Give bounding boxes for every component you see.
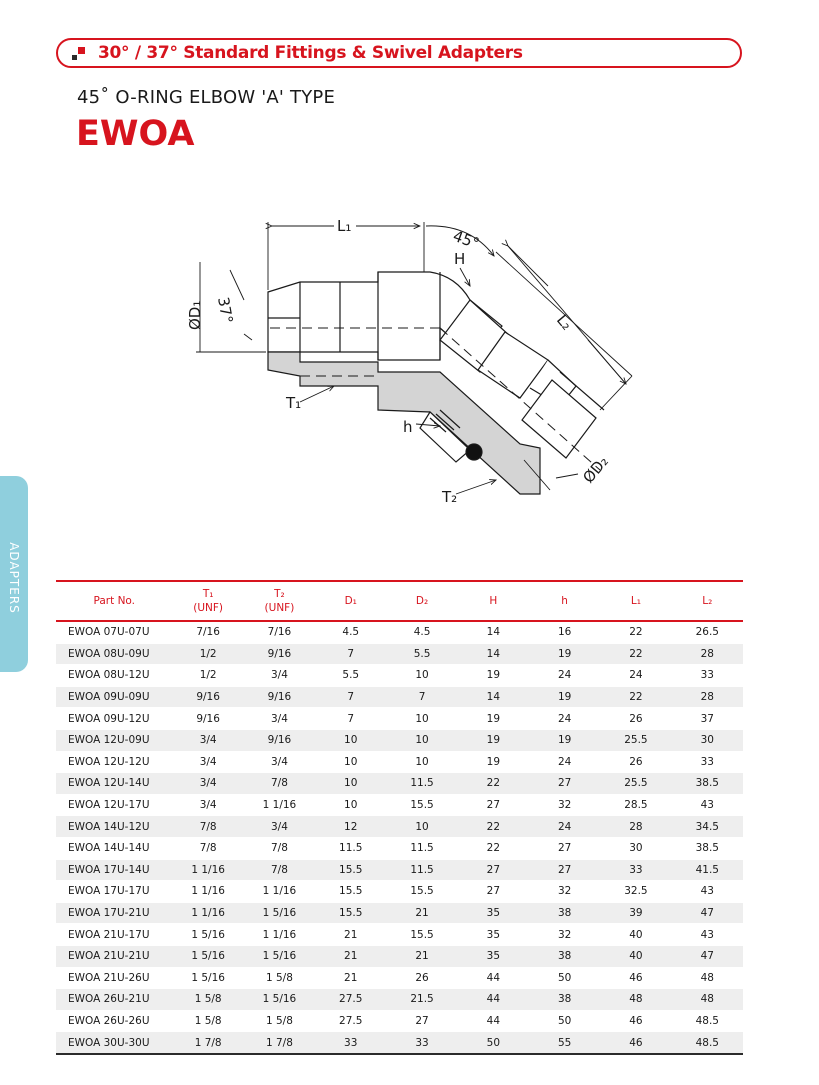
part-number-cell: EWOA 14U-14U: [56, 837, 173, 859]
table-cell: 27: [458, 794, 529, 816]
table-cell: 47: [672, 902, 743, 924]
column-header-unit: (UNF): [193, 602, 224, 614]
table-cell: 1 7/8: [244, 1032, 315, 1054]
table-cell: 19: [529, 686, 600, 708]
table-cell: 1 5/8: [173, 1010, 244, 1032]
table-cell: 40: [600, 924, 671, 946]
table-cell: 33: [600, 859, 671, 881]
part-number-cell: EWOA 30U-30U: [56, 1032, 173, 1054]
table-cell: 10: [386, 751, 457, 773]
table-cell: 24: [529, 751, 600, 773]
table-cell: 22: [458, 837, 529, 859]
table-cell: 7: [315, 643, 386, 665]
table-cell: 38.5: [672, 773, 743, 795]
column-header-label: L₁: [630, 595, 641, 607]
table-cell: 38: [529, 945, 600, 967]
table-cell: 9/16: [244, 643, 315, 665]
table-row: [56, 837, 743, 859]
table-cell: 1 5/8: [244, 967, 315, 989]
label-D1: ØD₁: [186, 300, 204, 330]
table-row: [56, 945, 743, 967]
table-cell: 3/4: [173, 794, 244, 816]
table-cell: 12: [315, 816, 386, 838]
part-number-cell: EWOA 21U-21U: [56, 945, 173, 967]
table-cell: 15.5: [315, 902, 386, 924]
table-cell: 48.5: [672, 1010, 743, 1032]
table-row: [56, 881, 743, 903]
table-cell: 27.5: [315, 989, 386, 1011]
table-cell: 3/4: [244, 708, 315, 730]
table-row: [56, 708, 743, 730]
table-cell: 3/4: [173, 751, 244, 773]
table-cell: 33: [386, 1032, 457, 1054]
table-row: [56, 902, 743, 924]
table-cell: 50: [458, 1032, 529, 1054]
table-row: [56, 989, 743, 1011]
fitting-technical-drawing: [180, 200, 650, 520]
table-cell: 28: [672, 643, 743, 665]
label-T2: T₂: [442, 488, 458, 506]
table-cell: 7/8: [244, 859, 315, 881]
table-cell: 1 5/8: [173, 989, 244, 1011]
table-cell: 26: [600, 751, 671, 773]
table-cell: 35: [458, 924, 529, 946]
table-cell: 10: [315, 729, 386, 751]
table-cell: 10: [315, 751, 386, 773]
table-cell: 27.5: [315, 1010, 386, 1032]
table-row: [56, 751, 743, 773]
table-cell: 27: [458, 881, 529, 903]
table-cell: 19: [529, 729, 600, 751]
column-header: [458, 581, 529, 621]
table-row: [56, 1032, 743, 1054]
table-cell: 7: [386, 686, 457, 708]
column-header: [672, 581, 743, 621]
table-cell: 35: [458, 902, 529, 924]
table-cell: 1 1/16: [173, 881, 244, 903]
brand-logo-icon: [72, 47, 86, 61]
table-cell: 11.5: [386, 859, 457, 881]
table-cell: 22: [458, 773, 529, 795]
table-cell: 14: [458, 621, 529, 643]
table-cell: 27: [529, 859, 600, 881]
table-cell: 10: [386, 708, 457, 730]
table-cell: 15.5: [386, 794, 457, 816]
part-number-cell: EWOA 08U-12U: [56, 665, 173, 687]
label-H: H: [454, 250, 466, 268]
table-cell: 16: [529, 621, 600, 643]
label-angle37: 37°: [214, 295, 237, 325]
table-cell: 27: [386, 1010, 457, 1032]
column-header-label: H: [489, 595, 498, 607]
table-row: [56, 686, 743, 708]
table-cell: 32: [529, 881, 600, 903]
table-cell: 5.5: [386, 643, 457, 665]
part-number-cell: EWOA 12U-09U: [56, 729, 173, 751]
table-cell: 21: [315, 967, 386, 989]
table-cell: 19: [458, 729, 529, 751]
table-cell: 24: [529, 708, 600, 730]
table-cell: 25.5: [600, 773, 671, 795]
table-cell: 30: [672, 729, 743, 751]
label-h: h: [403, 418, 413, 436]
table-cell: 1 5/16: [244, 945, 315, 967]
part-number-cell: EWOA 17U-14U: [56, 859, 173, 881]
table-cell: 21: [315, 945, 386, 967]
part-number-cell: EWOA 09U-09U: [56, 686, 173, 708]
table-cell: 5.5: [315, 665, 386, 687]
column-header-label: T₂: [274, 588, 285, 600]
table-row: [56, 621, 743, 643]
table-cell: 7/16: [173, 621, 244, 643]
table-cell: 19: [458, 708, 529, 730]
table-cell: 15.5: [315, 881, 386, 903]
table-cell: 15.5: [386, 924, 457, 946]
specification-table: [56, 580, 743, 1055]
table-cell: 50: [529, 967, 600, 989]
table-cell: 4.5: [386, 621, 457, 643]
table-row: [56, 967, 743, 989]
part-number-cell: EWOA 12U-12U: [56, 751, 173, 773]
column-header: [173, 581, 244, 621]
table-cell: 43: [672, 924, 743, 946]
table-cell: 9/16: [244, 686, 315, 708]
part-number-cell: EWOA 08U-09U: [56, 643, 173, 665]
table-cell: 32.5: [600, 881, 671, 903]
table-cell: 47: [672, 945, 743, 967]
table-cell: 27: [529, 773, 600, 795]
part-number-cell: EWOA 14U-12U: [56, 816, 173, 838]
table-cell: 11.5: [386, 837, 457, 859]
side-tab-label: ADAPTERS: [7, 542, 21, 614]
part-number-cell: EWOA 17U-17U: [56, 881, 173, 903]
table-cell: 28: [600, 816, 671, 838]
table-cell: 1 1/16: [173, 902, 244, 924]
part-number-cell: EWOA 17U-21U: [56, 902, 173, 924]
table-cell: 1 1/16: [244, 881, 315, 903]
table-cell: 1 5/16: [173, 924, 244, 946]
table-row: [56, 729, 743, 751]
table-cell: 14: [458, 686, 529, 708]
product-subtitle: 45˚ O-RING ELBOW 'A' TYPE: [77, 87, 336, 108]
column-header-label: T₁: [202, 588, 214, 600]
table-row: [56, 773, 743, 795]
table-cell: 22: [600, 686, 671, 708]
column-header-label: L₂: [702, 595, 713, 607]
column-header-label: Part No.: [93, 595, 135, 607]
label-L1: L₁: [337, 217, 352, 235]
table-cell: 48: [672, 967, 743, 989]
table-row: [56, 1010, 743, 1032]
table-cell: 11.5: [386, 773, 457, 795]
table-cell: 15.5: [386, 881, 457, 903]
table-cell: 44: [458, 989, 529, 1011]
table-cell: 28: [672, 686, 743, 708]
part-number-cell: EWOA 26U-26U: [56, 1010, 173, 1032]
table-row: [56, 794, 743, 816]
table-cell: 9/16: [173, 686, 244, 708]
table-cell: 7: [315, 686, 386, 708]
section-header: [56, 38, 742, 68]
table-row: [56, 924, 743, 946]
table-cell: 33: [315, 1032, 386, 1054]
table-cell: 38.5: [672, 837, 743, 859]
table-cell: 19: [458, 665, 529, 687]
table-row: [56, 816, 743, 838]
column-header: [386, 581, 457, 621]
column-header-label: D₂: [415, 595, 429, 607]
table-cell: 46: [600, 1032, 671, 1054]
table-cell: 43: [672, 881, 743, 903]
column-header-unit: (UNF): [264, 602, 295, 614]
table-cell: 40: [600, 945, 671, 967]
table-cell: 22: [600, 621, 671, 643]
table-cell: 22: [600, 643, 671, 665]
table-cell: 26.5: [672, 621, 743, 643]
column-header: [244, 581, 315, 621]
table-cell: 46: [600, 967, 671, 989]
part-number-cell: EWOA 09U-12U: [56, 708, 173, 730]
column-header: [529, 581, 600, 621]
label-T1: T₁: [286, 394, 302, 412]
part-number-cell: EWOA 12U-14U: [56, 773, 173, 795]
table-cell: 3/4: [244, 665, 315, 687]
table-cell: 43: [672, 794, 743, 816]
table-cell: 7: [315, 708, 386, 730]
table-cell: 21: [386, 902, 457, 924]
table-cell: 19: [529, 643, 600, 665]
part-number-cell: EWOA 21U-17U: [56, 924, 173, 946]
table-cell: 25.5: [600, 729, 671, 751]
table-cell: 30: [600, 837, 671, 859]
section-title: 30° / 37° Standard Fittings & Swivel Adapters: [98, 43, 523, 63]
table-cell: 19: [458, 751, 529, 773]
label-L2: L₂: [552, 311, 576, 334]
label-D2: ØD₂: [579, 452, 612, 487]
table-cell: 48: [672, 989, 743, 1011]
table-cell: 1 5/16: [244, 902, 315, 924]
table-row: [56, 665, 743, 687]
table-cell: 1/2: [173, 665, 244, 687]
table-cell: 39: [600, 902, 671, 924]
table-cell: 1/2: [173, 643, 244, 665]
table-cell: 7/8: [173, 816, 244, 838]
table-cell: 9/16: [244, 729, 315, 751]
table-cell: 1 7/8: [173, 1032, 244, 1054]
table-cell: 33: [672, 751, 743, 773]
table-cell: 50: [529, 1010, 600, 1032]
table-cell: 21: [315, 924, 386, 946]
label-angle45: 45°: [450, 226, 482, 253]
table-cell: 44: [458, 1010, 529, 1032]
table-cell: 11.5: [315, 837, 386, 859]
table-cell: 1 1/16: [244, 924, 315, 946]
part-number-cell: EWOA 07U-07U: [56, 621, 173, 643]
table-cell: 55: [529, 1032, 600, 1054]
table-cell: 1 1/16: [173, 859, 244, 881]
table-cell: 3/4: [173, 773, 244, 795]
table-cell: 24: [529, 816, 600, 838]
table-cell: 10: [386, 816, 457, 838]
table-header-row: [56, 581, 743, 621]
table-cell: 7/8: [244, 773, 315, 795]
table-cell: 24: [600, 665, 671, 687]
table-cell: 7/8: [244, 837, 315, 859]
table-cell: 48: [600, 989, 671, 1011]
table-cell: 10: [386, 729, 457, 751]
table-cell: 35: [458, 945, 529, 967]
product-model: EWOA: [76, 114, 195, 154]
table-cell: 21: [386, 945, 457, 967]
table-row: [56, 859, 743, 881]
table-cell: 28.5: [600, 794, 671, 816]
table-cell: 4.5: [315, 621, 386, 643]
column-header-part-no: [56, 581, 173, 621]
table-cell: 38: [529, 902, 600, 924]
table-cell: 34.5: [672, 816, 743, 838]
column-header: [315, 581, 386, 621]
table-cell: 9/16: [173, 708, 244, 730]
table-cell: 27: [458, 859, 529, 881]
table-cell: 26: [600, 708, 671, 730]
table-cell: 10: [315, 773, 386, 795]
table-cell: 26: [386, 967, 457, 989]
table-row: [56, 643, 743, 665]
column-header-label: D₁: [344, 595, 357, 607]
part-number-cell: EWOA 12U-17U: [56, 794, 173, 816]
table-cell: 21.5: [386, 989, 457, 1011]
table-cell: 1 1/16: [244, 794, 315, 816]
part-number-cell: EWOA 26U-21U: [56, 989, 173, 1011]
table-cell: 15.5: [315, 859, 386, 881]
part-number-cell: EWOA 21U-26U: [56, 967, 173, 989]
table-cell: 1 5/16: [244, 989, 315, 1011]
table-cell: 27: [529, 837, 600, 859]
table-cell: 24: [529, 665, 600, 687]
table-cell: 38: [529, 989, 600, 1011]
table-cell: 41.5: [672, 859, 743, 881]
table-cell: 3/4: [244, 816, 315, 838]
table-cell: 7/8: [173, 837, 244, 859]
table-cell: 7/16: [244, 621, 315, 643]
table-cell: 46: [600, 1010, 671, 1032]
table-cell: 1 5/16: [173, 967, 244, 989]
table-cell: 10: [386, 665, 457, 687]
table-cell: 1 5/8: [244, 1010, 315, 1032]
column-header-label: h: [561, 595, 568, 607]
table-cell: 32: [529, 794, 600, 816]
table-cell: 44: [458, 967, 529, 989]
table-cell: 37: [672, 708, 743, 730]
table-cell: 3/4: [173, 729, 244, 751]
table-cell: 14: [458, 643, 529, 665]
table-cell: 22: [458, 816, 529, 838]
table-cell: 32: [529, 924, 600, 946]
table-cell: 48.5: [672, 1032, 743, 1054]
table-cell: 33: [672, 665, 743, 687]
table-cell: 10: [315, 794, 386, 816]
table-cell: 1 5/16: [173, 945, 244, 967]
table-cell: 3/4: [244, 751, 315, 773]
column-header: [600, 581, 671, 621]
